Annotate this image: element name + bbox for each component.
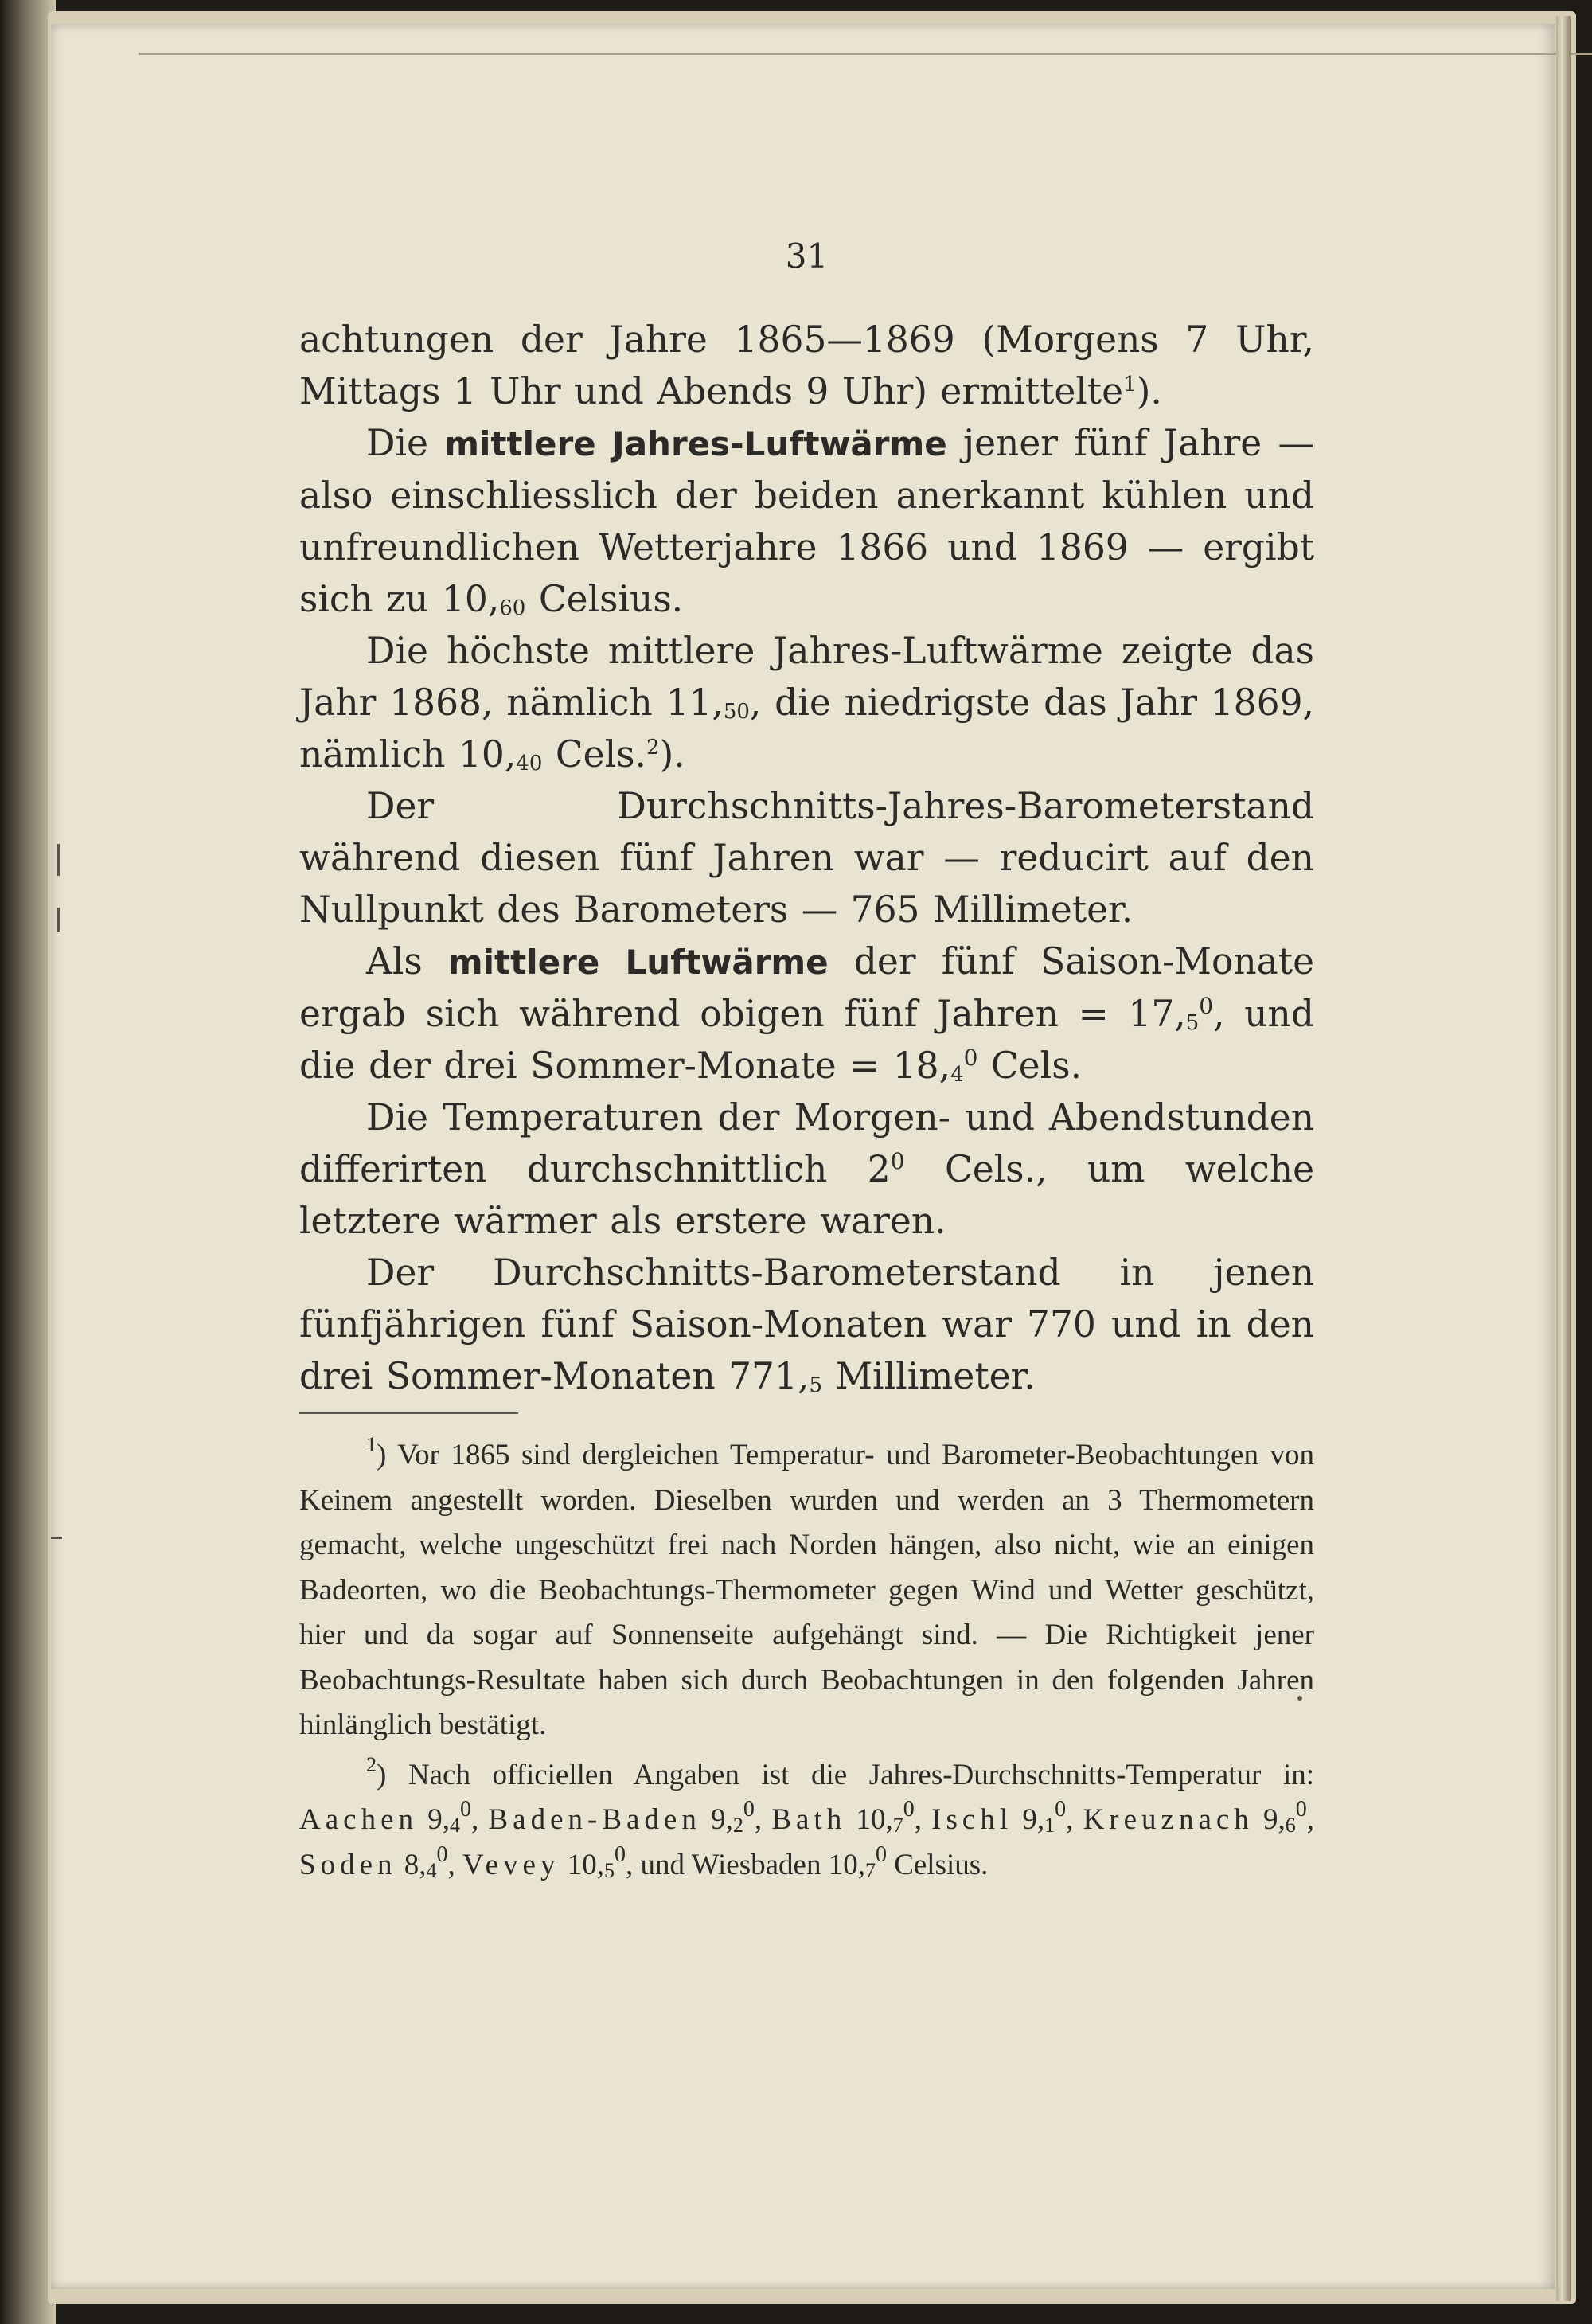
- footnote-2-intro: ) Nach officiellen Angaben ist die Jahres-Durchschnitts-Temperatur in:: [377, 1758, 1314, 1791]
- paragraph-7-text-a: Der Durchschnitts-Barometerstand in jenen fünfjährigen fünf Saison-Monaten war 770 und in den drei Sommer-Monaten 771,: [299, 1252, 1314, 1397]
- place-name: Bath: [771, 1803, 847, 1836]
- temp-int: 9,: [1263, 1803, 1286, 1836]
- temp-dec: 6: [1285, 1814, 1296, 1837]
- degree-sign: 0: [875, 1842, 887, 1867]
- degree-sign: 0: [436, 1842, 448, 1867]
- bold-term-luftwaerme: mittlere Luftwärme: [447, 943, 829, 982]
- paragraph-6-text-a: Die Temperaturen der Morgen- und Abendstunden differirten durchschnittlich 2: [299, 1096, 1314, 1190]
- degree-sign: 0: [903, 1797, 915, 1822]
- paragraph-2-text-a: Die: [366, 422, 445, 464]
- page-top-edge: [139, 53, 1592, 55]
- paper-page: [51, 24, 1555, 2289]
- list-separator: ,: [754, 1803, 772, 1836]
- degree-sign: 0: [459, 1797, 471, 1822]
- place-name: Soden: [299, 1848, 397, 1881]
- page-edge-right: [1556, 16, 1571, 2301]
- decimal-subscript: 5: [1185, 1011, 1200, 1035]
- paragraph-3-text-c: Cels.: [542, 733, 646, 775]
- footnote-ref-1: 1: [1123, 373, 1137, 396]
- paragraph-2: [299, 417, 1314, 625]
- place-name: Baden-Baden: [488, 1803, 701, 1836]
- temp-dec: 1: [1044, 1814, 1055, 1837]
- temp-int: 8,: [404, 1848, 427, 1881]
- footnote-1: [299, 1433, 1314, 1748]
- footnote-2: [299, 1753, 1314, 1888]
- paragraph-6-text-b: Cels., um welche letztere wärmer als erstere waren.: [299, 1148, 1315, 1242]
- paragraph-4: Der Durchschnitts-Jahres-Barometerstand während diesen fünf Jahren war — reducirt auf den Nullpunkt des Barometers — 765 Millimeter.: [299, 785, 1314, 931]
- decimal-subscript: 5: [809, 1373, 822, 1397]
- temp-dec: 2: [732, 1814, 743, 1837]
- paragraph-7: [299, 1247, 1314, 1402]
- footnote-ref-2: 2: [646, 736, 660, 760]
- bold-term-jahres-luftwaerme: mittlere Jahres-Luftwärme: [444, 424, 947, 463]
- temp-int: 9,: [427, 1803, 450, 1836]
- temp-dec: 4: [449, 1814, 460, 1837]
- paragraph-5-text-a: Als: [366, 940, 448, 982]
- degree-sign: 0: [963, 1045, 978, 1071]
- temp-int: 10,: [856, 1803, 893, 1836]
- paragraph-5-text-c: , und die der drei Sommer-Monate = 18,: [299, 993, 1314, 1087]
- paragraph-3: [299, 625, 1314, 780]
- paragraph-1: [299, 314, 1314, 417]
- footnotes: [299, 1433, 1314, 1888]
- footnote-separator: [299, 1412, 518, 1414]
- place-name: Wiesbaden: [691, 1848, 821, 1881]
- list-separator: ,: [625, 1848, 641, 1881]
- list-separator: ,: [470, 1803, 489, 1836]
- margin-mark: [57, 908, 60, 932]
- decimal-subscript: 4: [950, 1063, 964, 1087]
- paragraph-6: [299, 1092, 1314, 1247]
- place-name: Kreuznach: [1083, 1803, 1254, 1836]
- place-name: Ischl: [931, 1803, 1013, 1836]
- paragraph-3-text-a: Die höchste mittlere Jahres-Luftwärme zeigte das Jahr 1868, nämlich 11,: [299, 630, 1314, 724]
- footnote-1-text: ) Vor 1865 sind dergleichen Temperatur- und Barometer-Beobachtungen von Keinem angestellt worden. Dieselben wurden und werden an 3 Thermometern gemacht, welche ungeschützt frei nach Norden hängen, also nicht, wie an einigen Badeorten, wo die Beobachtungs-Thermometer gegen Wind und Wetter geschützt, hier und da sogar auf Sonnenseite aufgehängt sind. — Die Richtigkeit jener Beobachtungs-Resultate haben sich durch Beobachtungen in den folgenden Jahren hinlänglich bestätigt.: [299, 1439, 1314, 1741]
- temp-int: 9,: [711, 1803, 733, 1836]
- margin-mark: [51, 1537, 62, 1539]
- paragraph-5-text-b: der fünf Saison-Monate ergab sich während obigen fünf Jahren = 17,: [299, 940, 1314, 1035]
- degree-sign: 0: [1295, 1797, 1307, 1822]
- degree-sign: 0: [1055, 1797, 1067, 1822]
- paragraph-5-text-d: Cels.: [977, 1045, 1083, 1087]
- footnote-2-end: Celsius.: [886, 1848, 989, 1881]
- decimal-subscript: 60: [499, 596, 526, 620]
- list-separator: ,: [447, 1848, 462, 1881]
- page-number: 31: [785, 236, 829, 275]
- paragraph-3-end: ).: [659, 733, 685, 775]
- list-separator: ,: [1066, 1803, 1083, 1836]
- footnote-2-marker: 2: [366, 1752, 377, 1776]
- decimal-subscript: 40: [516, 752, 543, 775]
- paragraph-3-text-b: , die niedrigste das Jahr 1869, nämlich 10,: [299, 682, 1314, 775]
- decimal-subscript: 50: [723, 700, 750, 724]
- paragraph-7-text-b: Millimeter.: [821, 1355, 1036, 1397]
- place-name: Aachen: [299, 1803, 418, 1836]
- degree-sign: 0: [890, 1148, 905, 1174]
- paragraph-2-text-c: Celsius.: [525, 578, 684, 620]
- list-separator: ,: [1306, 1803, 1315, 1836]
- speck: [1297, 1696, 1302, 1701]
- paragraph-5: [299, 935, 1314, 1092]
- temp-dec: 4: [426, 1858, 437, 1882]
- temp-dec: 7: [892, 1814, 903, 1837]
- temp-dec: 5: [603, 1858, 615, 1882]
- temp-int: 10,: [567, 1848, 604, 1881]
- place-name: Vevey: [462, 1848, 560, 1881]
- main-text: [299, 314, 1314, 1402]
- degree-sign: 0: [743, 1797, 755, 1822]
- list-separator: ,: [914, 1803, 932, 1836]
- degree-sign: 0: [1199, 993, 1214, 1019]
- paragraph-1-text: achtungen der Jahre 1865—1869 (Morgens 7 Uhr, Mittags 1 Uhr und Abends 9 Uhr) ermittelte: [299, 318, 1314, 412]
- temp-int: 10,: [828, 1848, 865, 1881]
- degree-sign: 0: [614, 1842, 626, 1867]
- paragraph-1-end: ).: [1136, 370, 1162, 412]
- temp-int: 9,: [1022, 1803, 1045, 1836]
- margin-mark: [57, 844, 60, 876]
- footnote-1-marker: 1: [366, 1433, 377, 1456]
- footnote-2-und: und: [640, 1848, 692, 1881]
- paragraph-2-text-b: jener fünf Jahre — also einschliesslich der beiden anerkannt kühlen und unfreundlichen Wetterjahre 1866 und 1869 — ergibt sich zu 10,: [299, 422, 1314, 620]
- temp-dec: 7: [864, 1858, 876, 1882]
